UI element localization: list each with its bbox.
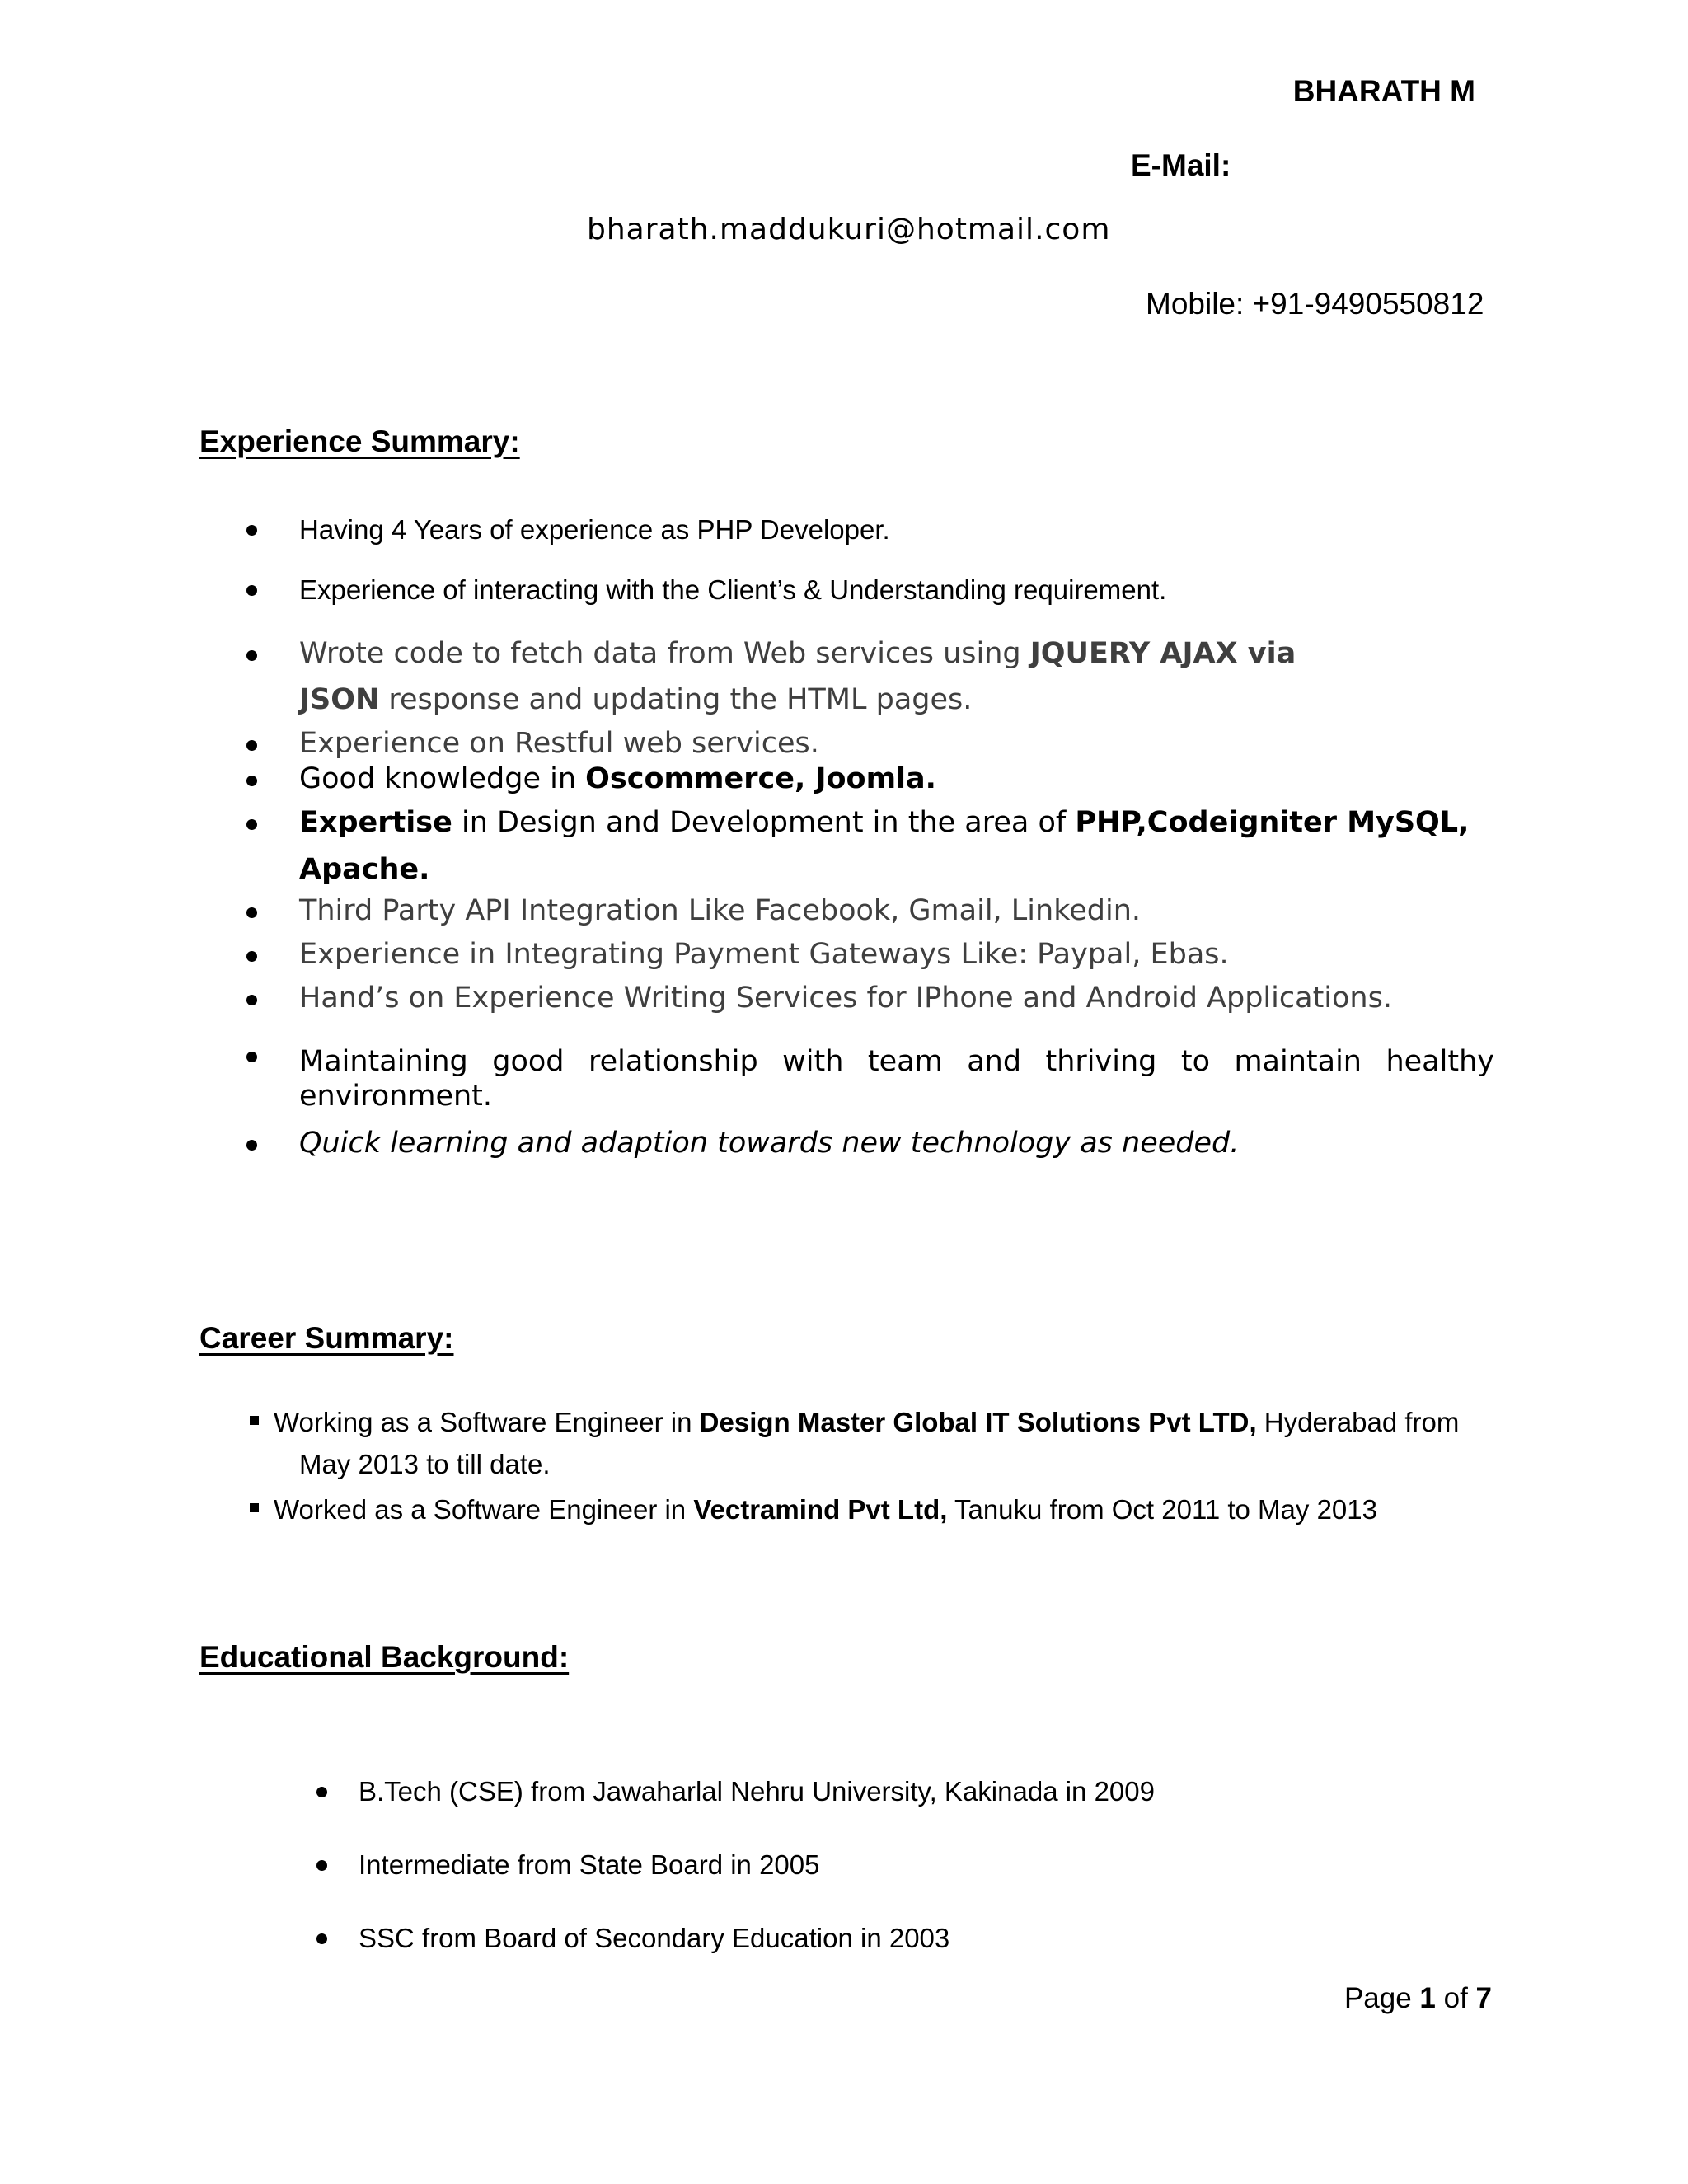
career-item-1-line-1 (274, 1407, 1459, 1438)
page-current: 1 (1419, 1982, 1436, 2014)
company-name-vectramind: Vectramind Pvt Ltd, (693, 1494, 948, 1525)
career-item-1-line-2: May 2013 to till date. (299, 1449, 551, 1479)
experience-item-2: Experience of interacting with the Client’s & Understanding requirement. (299, 574, 1167, 605)
education-item-1: B.Tech (CSE) from Jawaharlal Nehru University, Kakinada in 2009 (359, 1776, 1155, 1807)
page-prefix: Page (1343, 1982, 1420, 2014)
square-bullet-icon (250, 1503, 259, 1512)
word: and (967, 1045, 1022, 1078)
bullet-icon (316, 1860, 327, 1871)
word: Maintaining (299, 1045, 468, 1078)
bullet-icon (246, 740, 257, 751)
experience-item-6-text-a: Expertise (299, 806, 452, 839)
bullet-icon (246, 1140, 257, 1151)
page-total: 7 (1475, 1982, 1492, 2014)
page-mid: of (1435, 1982, 1476, 2014)
page-number (1344, 1982, 1492, 2015)
career-item-2-text-a: Worked as a Software Engineer in (274, 1494, 694, 1525)
career-item-2 (274, 1494, 1377, 1526)
bullet-icon (246, 585, 257, 596)
word: good (492, 1045, 565, 1078)
candidate-name: BHARATH M (1292, 74, 1475, 108)
experience-item-6-line-2: Apache. (299, 853, 430, 886)
company-name-design-master: Design Master Global IT Solutions Pvt LTD, (699, 1407, 1257, 1437)
experience-item-10-line-1 (299, 1045, 1494, 1078)
word: healthy (1386, 1045, 1494, 1078)
bullet-icon (246, 525, 257, 536)
experience-item-10 (299, 1045, 1494, 1113)
experience-item-3-text-c: JSON (299, 683, 380, 716)
word: thriving (1045, 1045, 1157, 1078)
experience-item-1: Having 4 Years of experience as PHP Developer. (299, 514, 890, 545)
square-bullet-icon (250, 1416, 259, 1425)
email-address[interactable]: bharath.maddukuri@hotmail.com (587, 213, 1111, 246)
experience-item-3-line-1 (299, 637, 1296, 670)
experience-item-5-text-b: Oscommerce, Joomla. (585, 762, 936, 795)
career-item-2-text-c: Tanuku from Oct 2011 to May 2013 (947, 1494, 1377, 1525)
experience-item-6-text-c: PHP,Codeigniter MySQL, (1075, 806, 1470, 839)
email-label: E-Mail: (1131, 148, 1231, 182)
career-summary-heading: Career Summary: (199, 1321, 454, 1355)
education-item-3: SSC from Board of Secondary Education in 2003 (359, 1923, 950, 1953)
experience-item-10-line-2: environment. (299, 1080, 493, 1113)
experience-item-8: Experience in Integrating Payment Gateways Like: Paypal, Ebas. (299, 938, 1229, 971)
bullet-icon (246, 951, 257, 962)
bullet-icon (246, 776, 257, 786)
bullet-icon (316, 1787, 327, 1797)
word: maintain (1234, 1045, 1362, 1078)
word: relationship (588, 1045, 758, 1078)
experience-item-6-line-1 (299, 806, 1469, 839)
education-item-2: Intermediate from State Board in 2005 (359, 1849, 820, 1880)
bullet-icon (246, 650, 257, 661)
experience-item-6-text-b: in Design and Development in the area of (452, 806, 1076, 839)
experience-item-3-line-2 (299, 683, 972, 716)
word: with (782, 1045, 844, 1078)
experience-item-4: Experience on Restful web services. (299, 727, 819, 760)
experience-item-3-text-a: Wrote code to fetch data from Web services using (299, 637, 1030, 670)
bullet-icon (316, 1933, 327, 1944)
experience-summary-heading: Experience Summary: (199, 424, 520, 458)
bullet-icon (246, 995, 257, 1005)
experience-item-5 (299, 762, 936, 795)
word: team (867, 1045, 943, 1078)
career-item-1-text-c: Hyderabad from (1256, 1407, 1460, 1437)
experience-item-5-text-a: Good knowledge in (299, 762, 586, 795)
experience-item-9: Hand’s on Experience Writing Services for IPhone and Android Applications. (299, 982, 1392, 1015)
mobile-number: Mobile: +91-9490550812 (1146, 287, 1484, 321)
career-item-1-text-a: Working as a Software Engineer in (274, 1407, 700, 1437)
bullet-icon (246, 1052, 257, 1062)
experience-item-3-text-b: JQUERY AJAX via (1029, 637, 1296, 670)
experience-item-11: Quick learning and adaption towards new technology as needed. (299, 1127, 1240, 1160)
bullet-icon (246, 907, 257, 918)
experience-item-7: Third Party API Integration Like Facebook, Gmail, Linkedin. (299, 894, 1141, 927)
experience-item-3-text-d: response and updating the HTML pages. (379, 683, 973, 716)
bullet-icon (246, 819, 257, 830)
educational-background-heading: Educational Background: (199, 1640, 570, 1674)
word: to (1180, 1045, 1210, 1078)
